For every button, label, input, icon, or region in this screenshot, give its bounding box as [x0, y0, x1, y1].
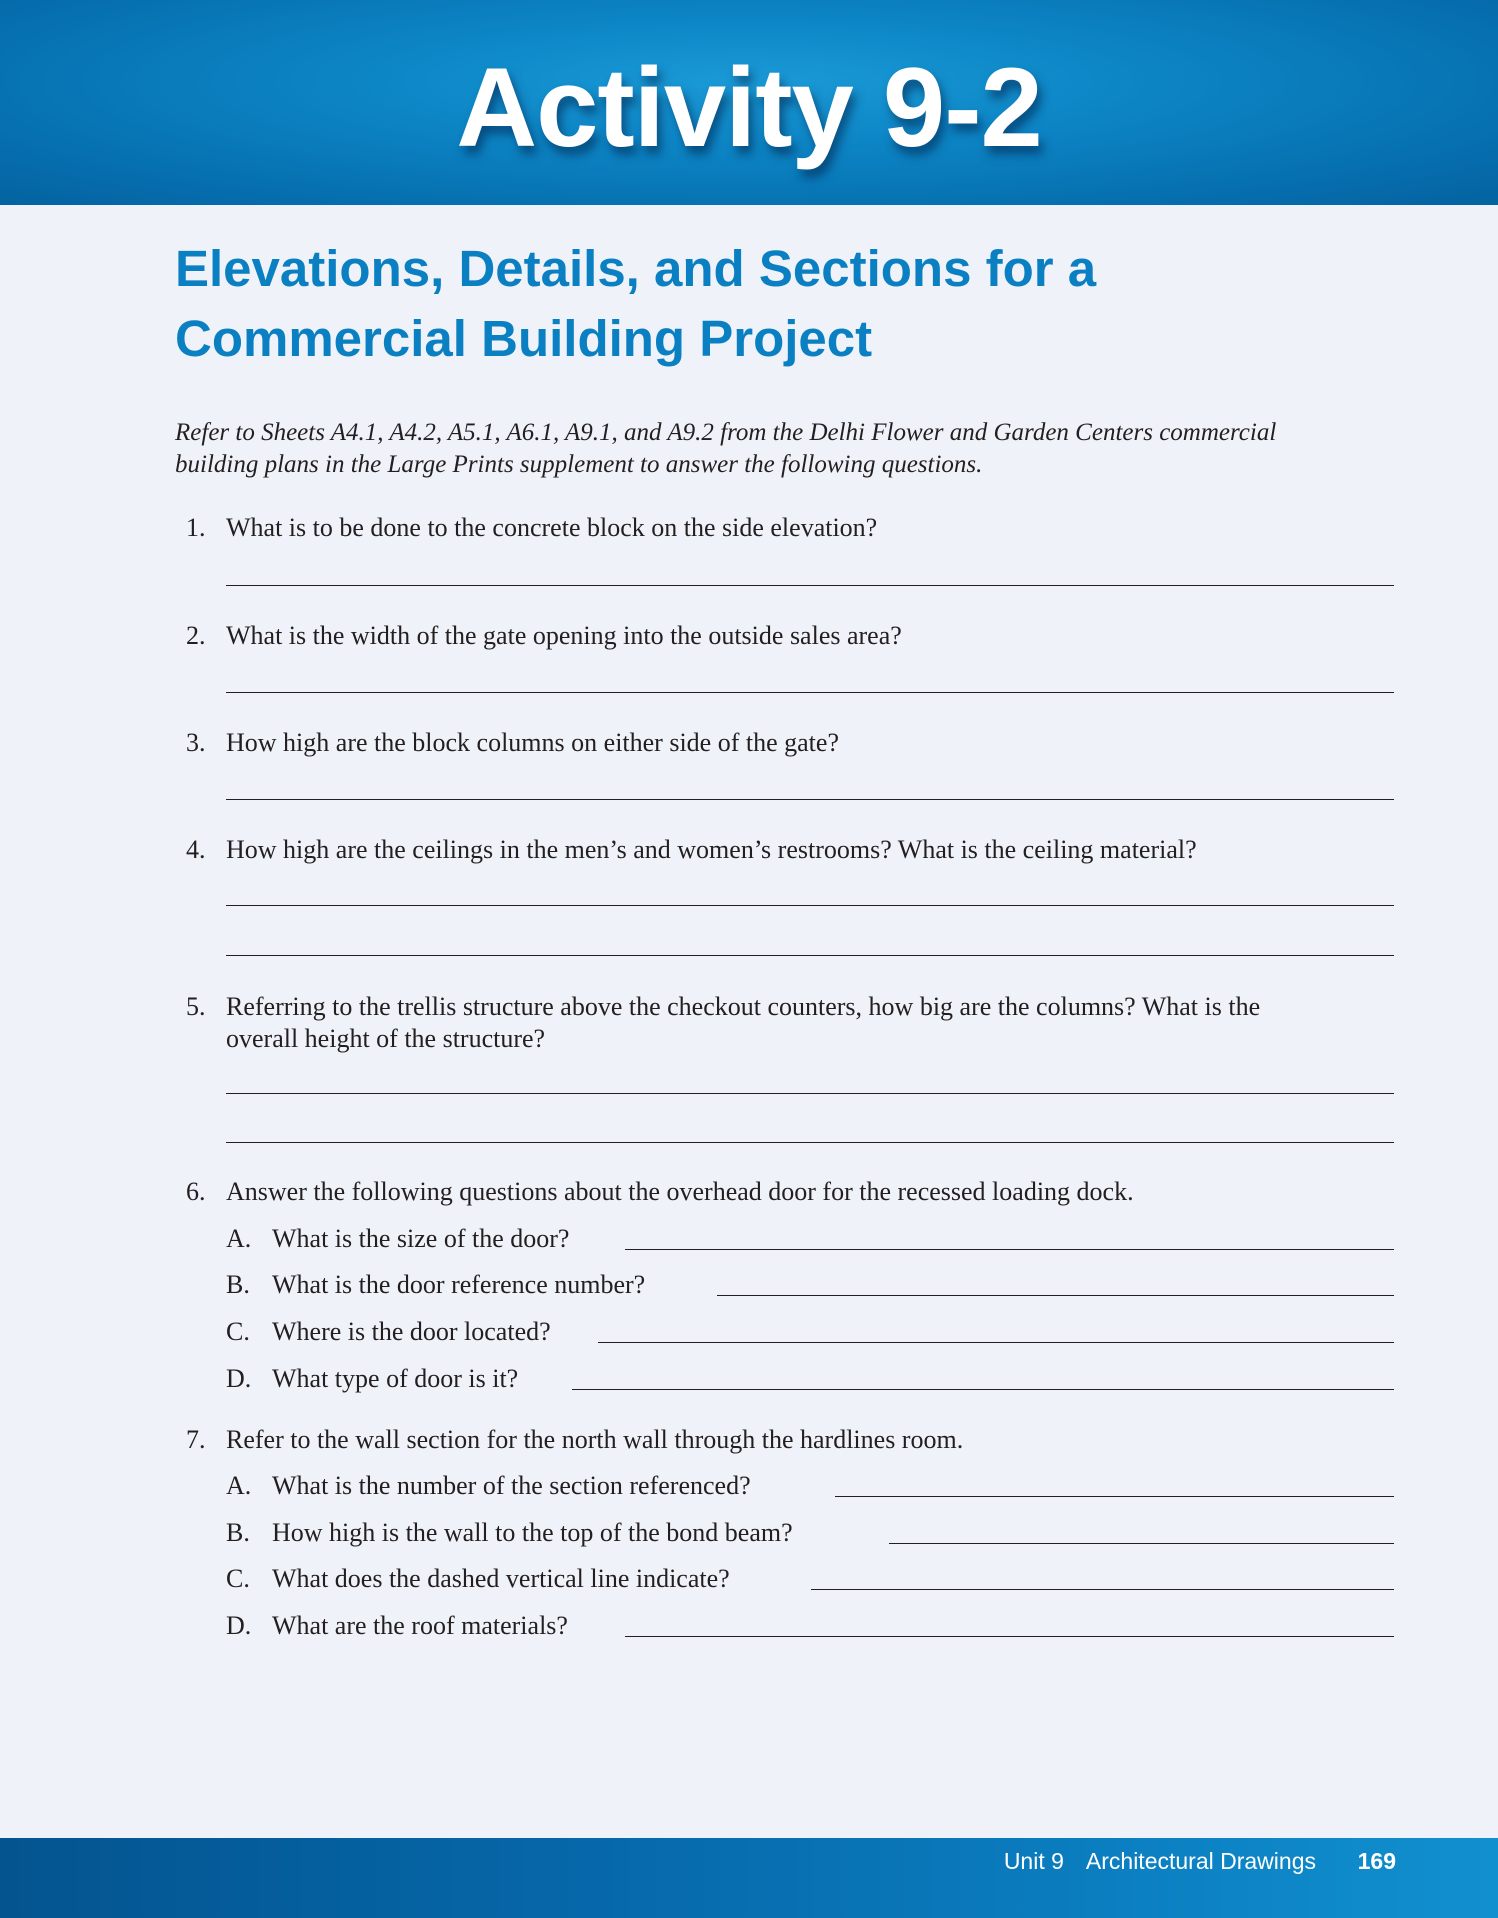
answer-line-6b[interactable]: [717, 1295, 1394, 1296]
question-text: Refer to the wall section for the north wall through the hardlines room.: [226, 1425, 964, 1454]
answer-line-5a[interactable]: [226, 1093, 1394, 1094]
sub-letter: A.: [226, 1471, 252, 1500]
answer-line-6d[interactable]: [572, 1389, 1394, 1390]
sub-letter: D.: [226, 1611, 252, 1640]
sub-question-6d: What type of door is it?: [272, 1364, 519, 1393]
question-number: 1.: [186, 513, 206, 542]
sub-letter: C.: [226, 1564, 250, 1593]
answer-line-5b[interactable]: [226, 1142, 1394, 1143]
answer-line-1[interactable]: [226, 585, 1394, 586]
sub-letter: C.: [226, 1317, 250, 1346]
answer-line-6c[interactable]: [598, 1342, 1394, 1343]
question-number: 6.: [186, 1177, 206, 1206]
answer-line-7b[interactable]: [889, 1543, 1394, 1544]
instructions-line-2: building plans in the Large Prints supplement to answer the following questions.: [175, 451, 983, 478]
answer-line-6a[interactable]: [625, 1249, 1394, 1250]
footer-section: Architectural Drawings: [1085, 1848, 1316, 1874]
answer-line-7a[interactable]: [835, 1496, 1394, 1497]
sub-question-7d: What are the roof materials?: [272, 1611, 568, 1640]
question-number: 4.: [186, 835, 206, 864]
answer-line-2[interactable]: [226, 692, 1394, 693]
instructions: [175, 417, 1405, 481]
sub-question-6b: What is the door reference number?: [272, 1270, 646, 1299]
question-number: 3.: [186, 728, 206, 757]
heading-line-2: Commercial Building Project: [175, 310, 873, 367]
question-text: What is to be done to the concrete block on the side elevation?: [226, 513, 878, 542]
sub-question-7c: What does the dashed vertical line indicate?: [272, 1564, 730, 1593]
sub-question-6c: Where is the door located?: [272, 1317, 551, 1346]
sub-letter: D.: [226, 1364, 252, 1393]
activity-title: Activity 9-2: [456, 45, 1042, 170]
sub-question-7b: How high is the wall to the top of the bond beam?: [272, 1518, 793, 1547]
footer-unit: Unit 9: [1003, 1848, 1064, 1874]
page-number: 169: [1357, 1848, 1396, 1874]
answer-line-7d[interactable]: [625, 1636, 1394, 1637]
footer-unit-label: [1004, 1845, 1316, 1877]
question-text-line-1: Referring to the trellis structure above the checkout counters, how big are the columns? What is the: [226, 992, 1261, 1021]
sub-question-7a: What is the number of the section referenced?: [272, 1471, 751, 1500]
question-text: Answer the following questions about the overhead door for the recessed loading dock.: [226, 1177, 1134, 1206]
question-text: What is the width of the gate opening into the outside sales area?: [226, 621, 902, 650]
question-text: How high are the ceilings in the men’s and women’s restrooms? What is the ceiling material?: [226, 835, 1197, 864]
question-text-line-2: overall height of the structure?: [226, 1024, 546, 1053]
sub-letter: B.: [226, 1518, 250, 1547]
page-heading: [175, 234, 1375, 374]
answer-line-3[interactable]: [226, 799, 1394, 800]
answer-line-7c[interactable]: [811, 1589, 1394, 1590]
answer-line-4a[interactable]: [226, 905, 1394, 906]
question-text: How high are the block columns on either side of the gate?: [226, 728, 839, 757]
instructions-line-1: Refer to Sheets A4.1, A4.2, A5.1, A6.1, A9.1, and A9.2 from the Delhi Flower and Garden Centers commercial: [175, 419, 1277, 446]
question-text: [226, 991, 1406, 1055]
question-number: 5.: [186, 992, 206, 1021]
sub-letter: A.: [226, 1224, 252, 1253]
answer-line-4b[interactable]: [226, 955, 1394, 956]
sub-question-6a: What is the size of the door?: [272, 1224, 570, 1253]
question-number: 2.: [186, 621, 206, 650]
sub-letter: B.: [226, 1270, 250, 1299]
heading-line-1: Elevations, Details, and Sections for a: [175, 240, 1097, 297]
question-number: 7.: [186, 1425, 206, 1454]
